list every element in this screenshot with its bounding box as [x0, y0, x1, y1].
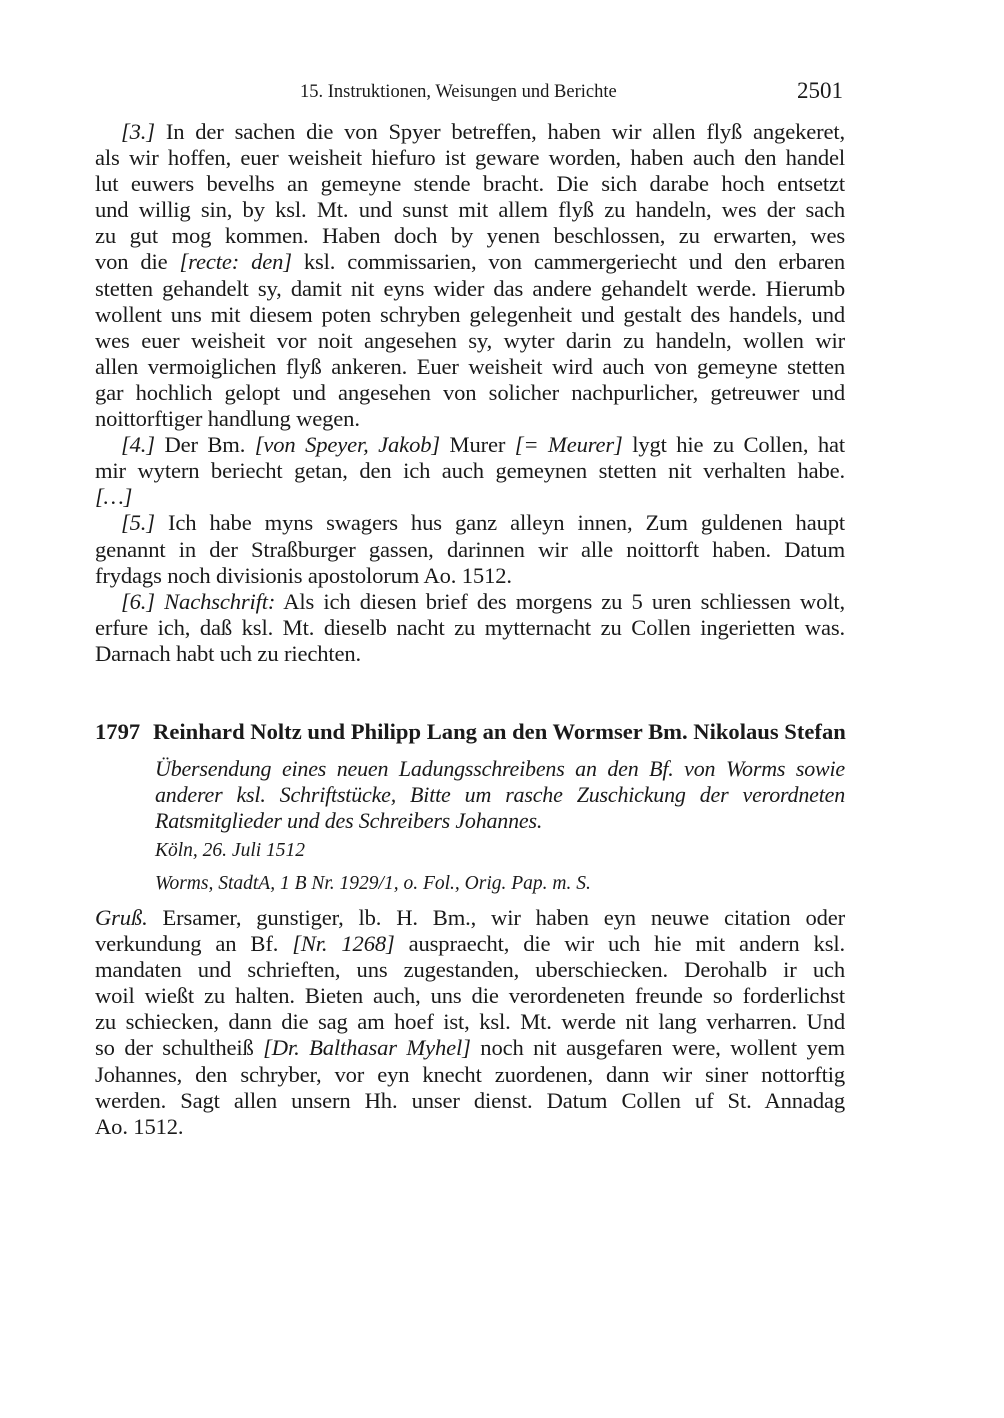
- document-date-place: Köln, 26. Juli 1512: [155, 840, 306, 861]
- running-head: [95, 78, 845, 108]
- greeting: Gruß.: [95, 905, 148, 930]
- document-title: Reinhard Noltz und Philipp Lang an den Wormser Bm. Nikolaus Stefan: [153, 719, 846, 744]
- paragraph-6-postscript: [6.] Nachschrift: Als ich diesen brief des morgens zu 5 uren schliessen wolt,: [121, 588, 845, 614]
- document-number: 1797: [95, 719, 141, 744]
- omission-mark: […]: [95, 484, 133, 510]
- paragraph-3: [3.] In der sachen die von Spyer betreffen, haben wir allen flyß angekeret,: [121, 119, 845, 144]
- editorial-note: [= Meurer]: [514, 432, 623, 458]
- page-number: 2501: [797, 78, 843, 103]
- running-title: 15. Instruktionen, Weisungen und Berichte: [300, 82, 617, 102]
- editorial-note: [von Speyer, Jakob]: [254, 432, 441, 458]
- document-body: Gruß. Ersamer, gunstiger, lb. H. Bm., wir haben eyn neuwe citation oder verkundung an Bf. [Nr. 1268] auspraecht, die wir uch hie mit andern ksl. mandaten und schrieften, uns zugestanden, uberschiecken. Derohalb ir uch woil wießt zu halten. Bieten auch, uns die verordeneten freunde so forderlichst zu schiecken, dann die sag am hoef ist, ksl. Mt. werde nit lang verharren. Und so der schultheiß [Dr. Balthasar Myhel] noch nit ausgefaren were, wollent yem Johannes, den schryber, vor eyn knecht zuordenen, dann wir siner nottorftig werden. Sagt allen unsern Hh. unser dienst. Datum Collen uf St. Annadag Ao. 1512.: [95, 905, 845, 1139]
- paragraph-label: [6.] Nachschrift:: [121, 588, 276, 614]
- paragraph-label: [4.]: [121, 432, 155, 458]
- document-summary: Übersendung eines neuen Ladungsschreibens an den Bf. von Worms sowie anderer ksl. Schriftstücke, Bitte um rasche Zuschickung der verordneten Ratsmitglieder und des Schreibers Johannes.: [155, 756, 845, 834]
- editorial-note: [recte: den]: [179, 249, 292, 275]
- paragraph-5: [5.] Ich habe myns swagers hus ganz alleyn innen, Zum guldenen haupt: [121, 510, 845, 536]
- paragraph-label: [3.]: [121, 119, 155, 144]
- document-archival-source: Worms, StadtA, 1 B Nr. 1929/1, o. Fol., Orig. Pap. m. S.: [155, 873, 591, 894]
- previous-document-continuation: [3.] In der sachen die von Spyer betreffen, haben wir allen flyß angekeret, als wir hoffen, euer weisheit hiefuro ist geware worden, haben auch den handel lut euwers bevelhs an gemeyne stende bracht. Die sich darabe hoch entsetzt und willig sin, by ksl. Mt. und sunst mit allem flyß zu handeln, wes der sach zu gut mog kommen. Haben doch by yenen beschlossen, zu erwarten, wes von die [recte: den] ksl. commissarien, von cammergeriecht und den erbaren stetten gehandelt sy, damit nit eyns wider das andere gehandelt werde. Hierumb wollent uns mit diesem poten schryben gelegenheit und gestalt des handels, und wes euer weisheit vor noit angesehen sy, wyter darin zu handeln, wollen wir allen vermoiglichen flyß ankeren. Euer weisheit wird auch von gemeyne stetten gar hochlich gelopt und angesehen von solicher nachpurlicher, getreuwer und noittorftiger handlung wegen. [4.] Der Bm. [von Speyer, Jakob] Murer [= Meurer] lygt hie zu Collen, hat mir wytern beriecht getan, den ich auch gemeynen stetten nit verhalten habe. […] [5.] Ich habe myns swagers hus ganz alleyn innen, Zum guldenen haupt genannt in der Straßburger gassen, darinnen wir alle noittorft haben. Datum frydags noch divisionis apostolorum Ao. 1512. [6.] Nachschrift: Als ich diesen brief des morgens zu 5 uren schliessen wolt, erfure ich, daß ksl. Mt. dieselb nacht zu mytternacht zu Collen ingerietten was. Darnach habt uch zu riechten.: [95, 119, 846, 666]
- editorial-note: [Nr. 1268]: [292, 931, 395, 957]
- paragraph-4: [4.] Der Bm. [von Speyer, Jakob] Murer [= Meurer] lygt hie zu Collen, hat: [121, 432, 845, 458]
- editorial-note: [Dr. Balthasar Myhel]: [263, 1035, 471, 1061]
- document-heading: [95, 718, 845, 746]
- paragraph-label: [5.]: [121, 510, 155, 536]
